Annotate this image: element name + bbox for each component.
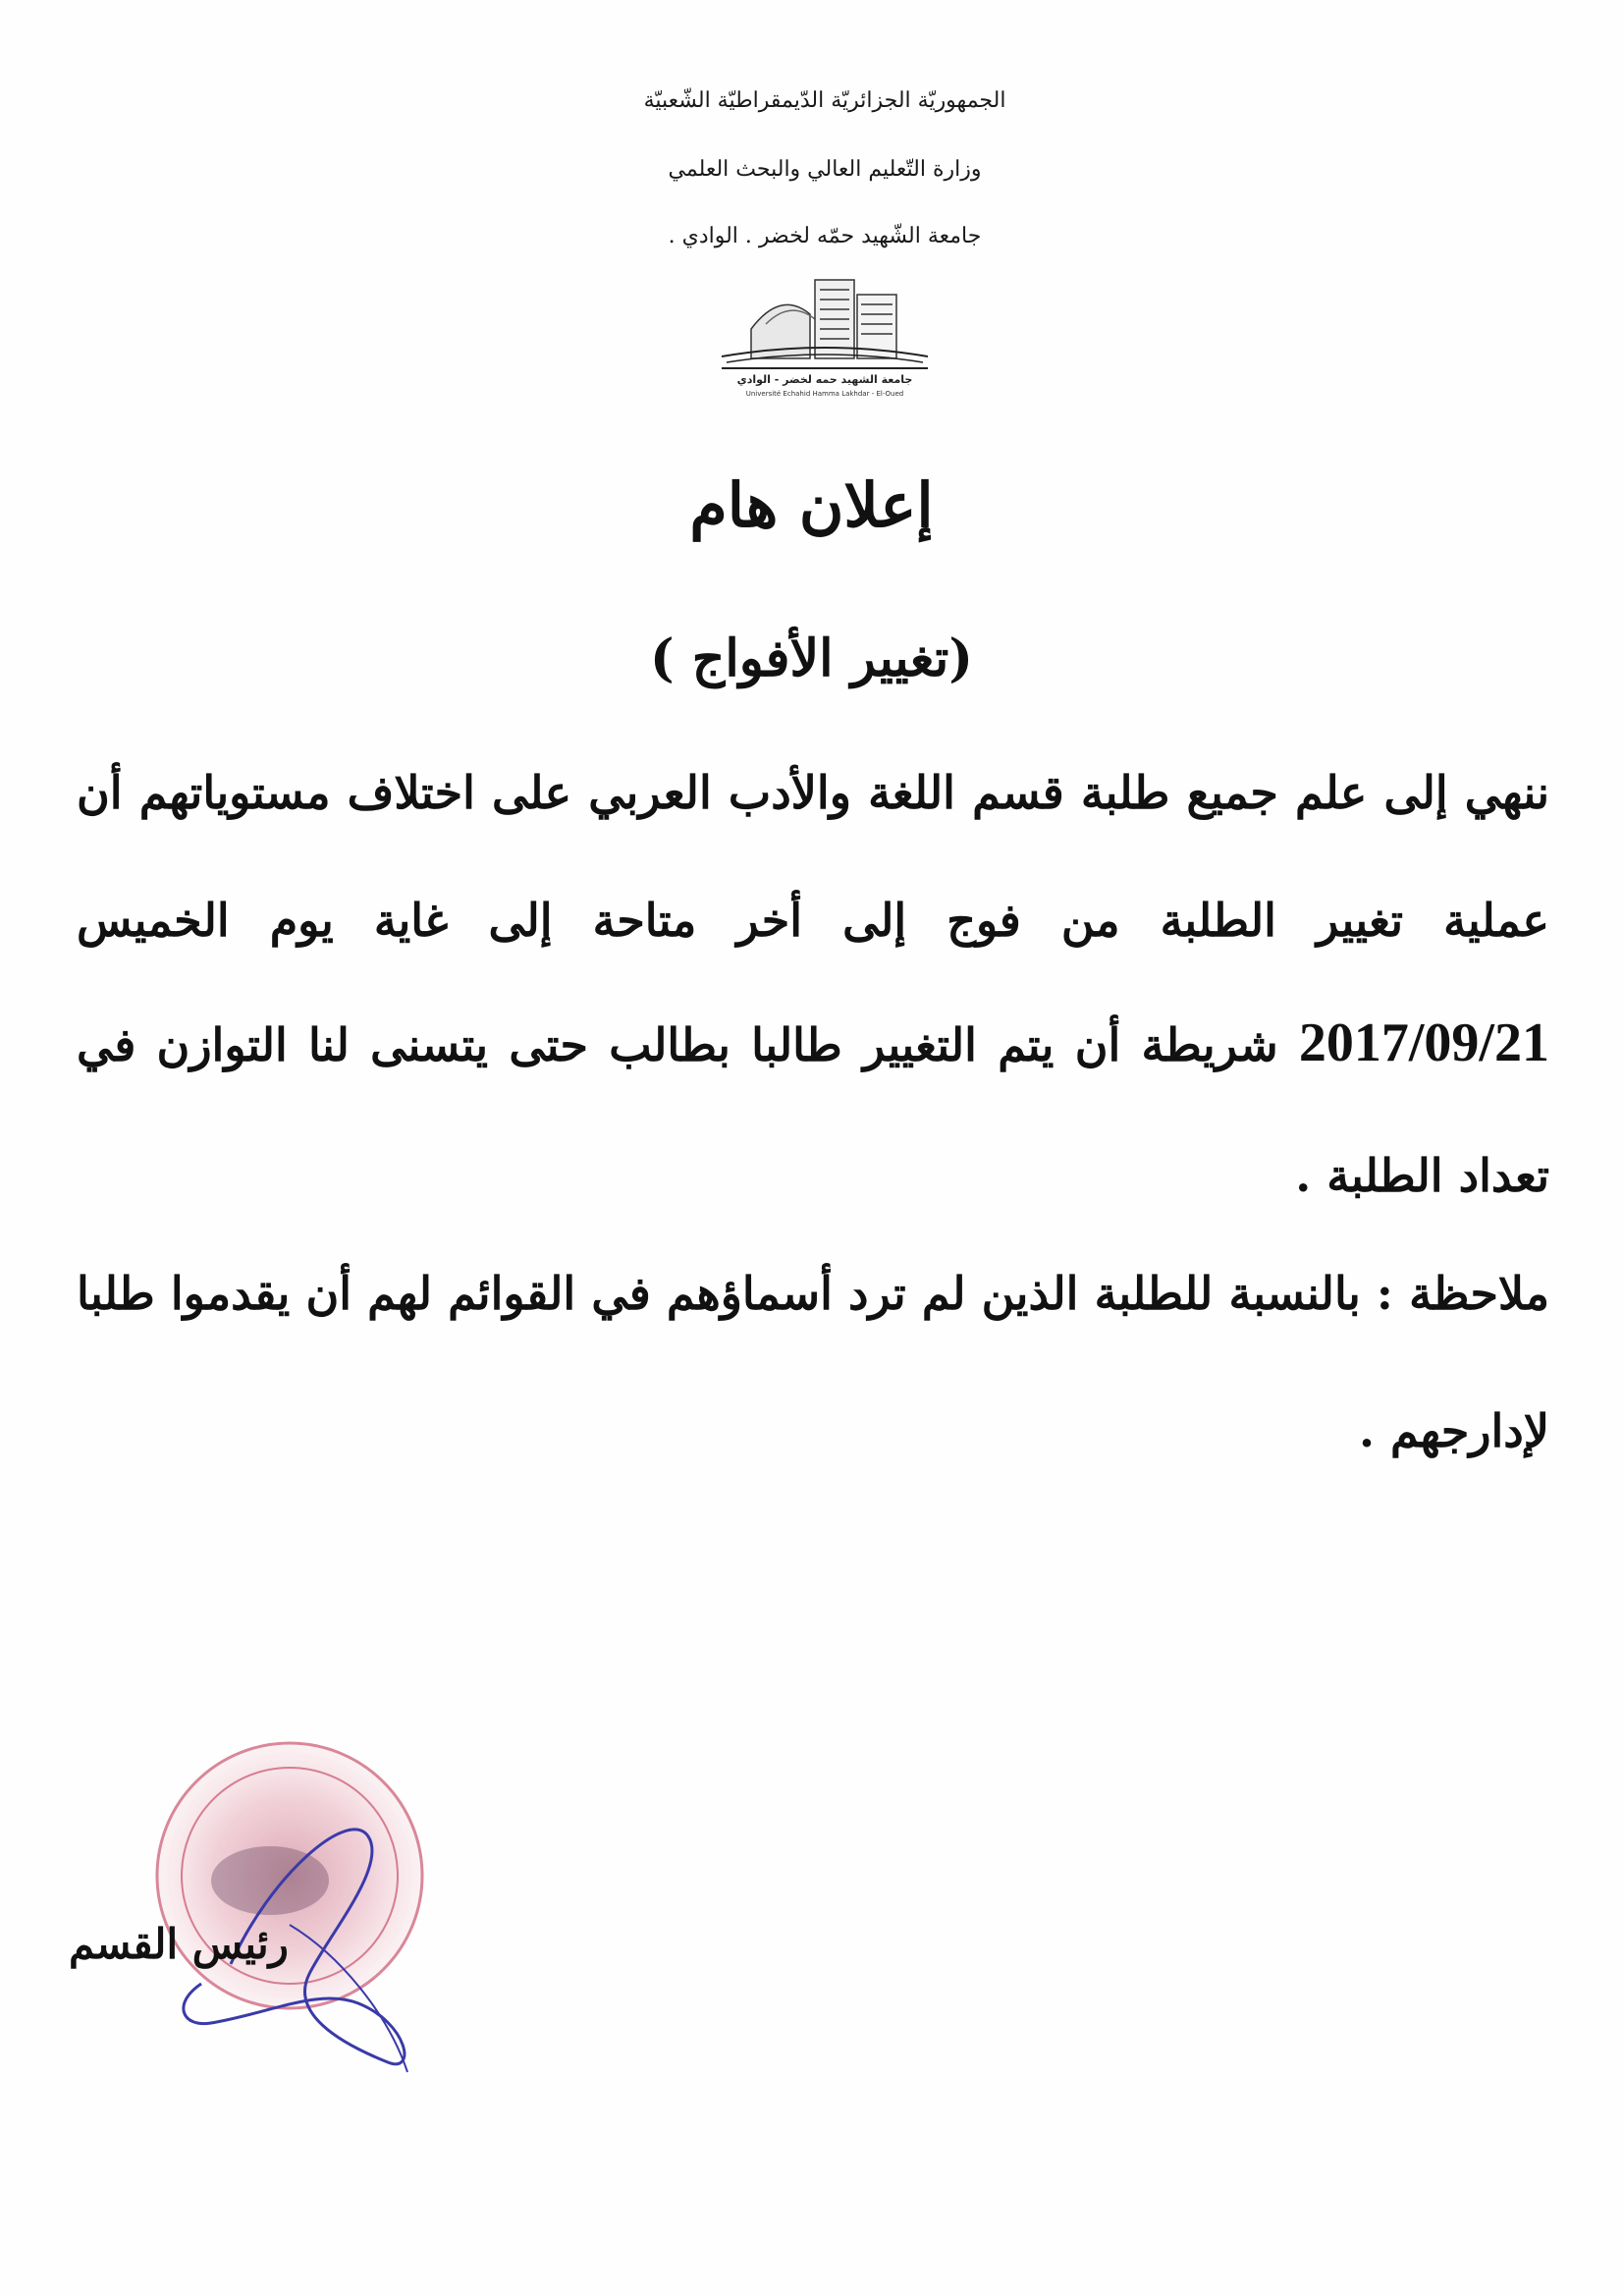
logo-caption-ar: جامعة الشهيد حمه لخضر - الوادي <box>736 373 913 386</box>
official-stamp-and-signature <box>93 1728 525 2102</box>
deadline-date: 2017/09/21 <box>1298 1012 1549 1073</box>
logo-caption-latin: Université Echahid Hamma Lakhdar - El-Oued <box>745 390 904 398</box>
announcement-title: إعلان هام <box>689 469 934 541</box>
note-line-1: ملاحظة : بالنسبة للطلبة الذين لم ترد أسماؤهم في القوائم لهم أن يقدموا طلبا <box>77 1267 1549 1320</box>
body-line-3-text: شريطة أن يتم التغيير طالبا بطالب حتى يتسنى لنا التوازن في <box>77 1018 1278 1071</box>
header-university: جامعة الشّهيد حمّه لخضر . الوادي . <box>668 224 982 248</box>
body-line-2: عملية تغيير الطلبة من فوج إلى أخر متاحة إلى غاية يوم الخميس <box>77 894 1549 947</box>
header-ministry: وزارة التّعليم العالي والبحث العلمي <box>668 157 982 182</box>
university-logo <box>712 270 938 403</box>
body-line-4: تعداد الطلبة . <box>1295 1149 1549 1202</box>
body-line-1: ننهي إلى علم جميع طلبة قسم اللغة والأدب العربي على اختلاف مستوياتهم أن <box>77 766 1549 819</box>
announcement-subtitle: (تغيير الأفواج ) <box>650 629 973 688</box>
note-line-2: لإدارجهم . <box>1359 1404 1549 1457</box>
body-line-3 <box>77 1011 1549 1074</box>
signature-label-department-head: رئيس القسم <box>69 1920 289 1968</box>
header-republic: الجمهوريّة الجزائريّة الدّيمقراطيّة الشّعبيّة <box>643 88 1006 113</box>
